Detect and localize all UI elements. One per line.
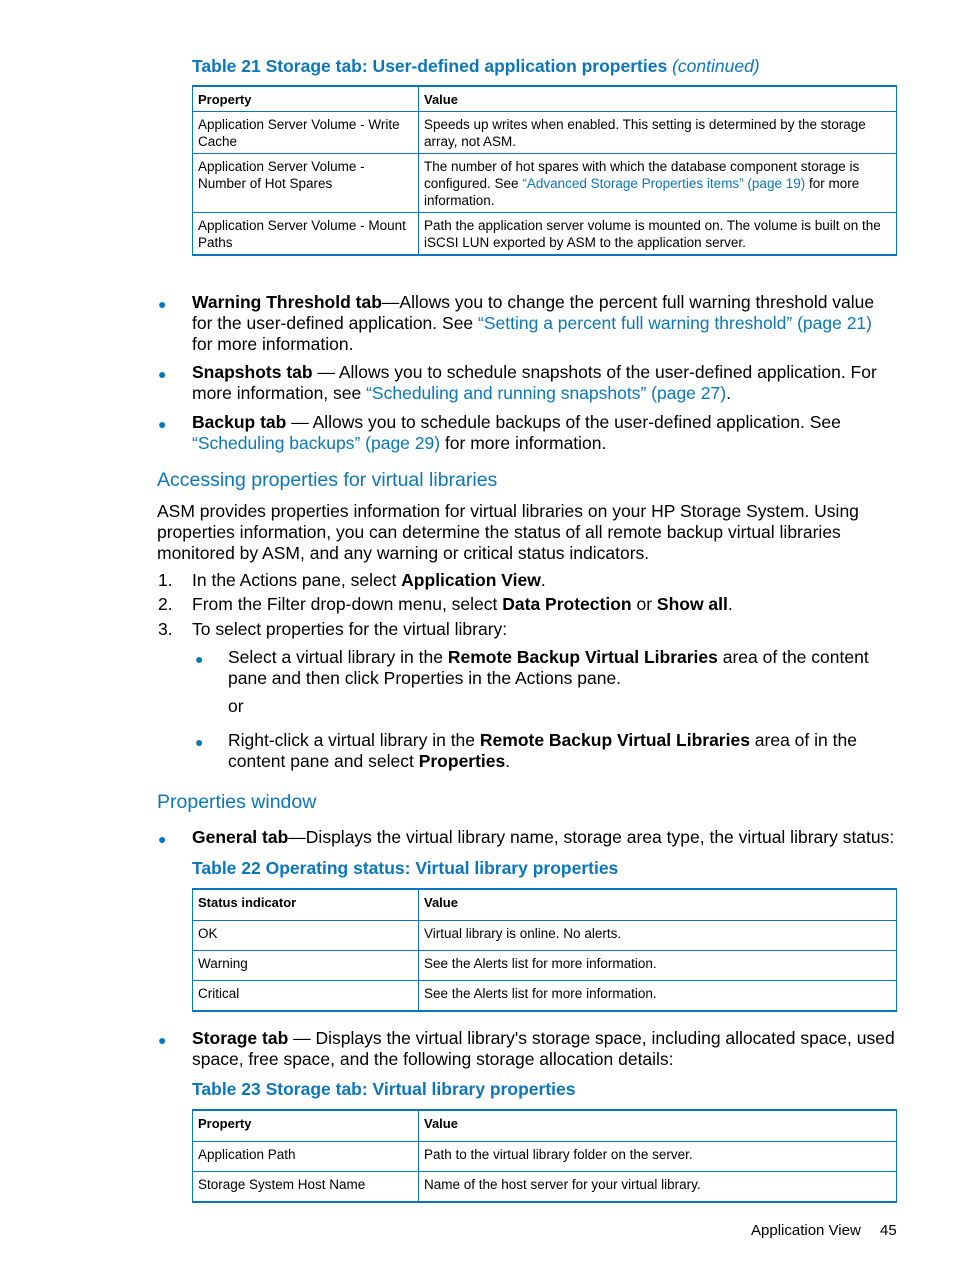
cross-reference-link[interactable]: “Setting a percent full warning threshold” (page 21)	[478, 313, 872, 333]
list-item: Warning Threshold tab—Allows you to change the percent full warning threshold value for the user-defined application. See “Setting a percent full warning threshold” (page 21) for more information.	[192, 292, 875, 354]
table-cell: Critical	[193, 981, 419, 1012]
list-item: Storage tab — Displays the virtual library's storage space, including allocated space, used space, free space, and the following storage allocation details:	[192, 1028, 895, 1069]
table-cell: The number of hot spares with which the database component storage is configured. See “Advanced Storage Properties items” (page 19) for more information.	[419, 154, 897, 213]
list-item: Right-click a virtual library in the Remote Backup Virtual Libraries area of in the content pane and select Properties.	[228, 730, 857, 771]
table22	[192, 888, 897, 1012]
table-row	[193, 112, 897, 154]
table-header-row	[193, 86, 897, 112]
cross-reference-link[interactable]: “Advanced Storage Properties items” (page 19)	[522, 176, 806, 191]
bullet-dot-icon: ●	[158, 416, 167, 432]
list-item: Select a virtual library in the Remote Backup Virtual Libraries area of the content pane and then click Properties in the Actions pane.	[228, 647, 869, 688]
table-cell: Application Path	[193, 1142, 419, 1172]
table-header-cell: Value	[419, 1110, 897, 1142]
table-cell: OK	[193, 921, 419, 951]
table-row	[193, 951, 897, 981]
table-cell: Application Server Volume - Mount Paths	[193, 213, 419, 256]
bullet-dot-icon: ●	[158, 296, 167, 312]
table-header-cell: Status indicator	[193, 889, 419, 921]
step-text: In the Actions pane, select Application View.	[192, 570, 546, 590]
step-number: 1.	[158, 570, 173, 590]
table-row	[193, 154, 897, 213]
step-number: 2.	[158, 594, 173, 614]
table-cell: Path the application server volume is mounted on. The volume is built on the iSCSI LUN exported by ASM to the application server.	[419, 213, 897, 256]
list-item: Snapshots tab — Allows you to schedule snapshots of the user-defined application. For more information, see “Scheduling and running snapshots” (page 27).	[192, 362, 877, 403]
or-text: or	[228, 696, 244, 716]
footer-section-title: Application View	[751, 1222, 861, 1239]
table23-caption: Table 23 Storage tab: Virtual library properties	[192, 1079, 576, 1099]
table-header-cell: Value	[419, 889, 897, 921]
step-text: To select properties for the virtual library:	[192, 619, 508, 639]
table-header-cell: Property	[193, 86, 419, 112]
cross-reference-link[interactable]: “Scheduling and running snapshots” (page 27)	[366, 383, 727, 403]
table-cell: Application Server Volume - Write Cache	[193, 112, 419, 154]
table23	[192, 1109, 897, 1203]
list-item: Backup tab — Allows you to schedule backups of the user-defined application. See “Scheduling backups” (page 29) for more information.	[192, 412, 841, 453]
table22-caption: Table 22 Operating status: Virtual library properties	[192, 858, 619, 878]
table-row	[193, 1172, 897, 1203]
table-header-row	[193, 889, 897, 921]
table-cell: Name of the host server for your virtual library.	[419, 1172, 897, 1203]
table-row	[193, 1142, 897, 1172]
section-heading: Accessing properties for virtual libraries	[157, 469, 498, 491]
table-cell: Speeds up writes when enabled. This setting is determined by the storage array, not ASM.	[419, 112, 897, 154]
table-cell: Virtual library is online. No alerts.	[419, 921, 897, 951]
step-text: From the Filter drop-down menu, select Data Protection or Show all.	[192, 594, 733, 614]
table-cell: Storage System Host Name	[193, 1172, 419, 1203]
table21-caption: Table 21 Storage tab: User-defined application properties (continued)	[192, 56, 760, 76]
table-cell: Path to the virtual library folder on the server.	[419, 1142, 897, 1172]
list-item: General tab—Displays the virtual library name, storage area type, the virtual library status:	[192, 827, 895, 847]
bullet-dot-icon: ●	[158, 1032, 167, 1048]
bullet-dot-icon: ●	[158, 366, 167, 382]
table21	[192, 85, 897, 256]
table-cell: Application Server Volume - Number of Hot Spares	[193, 154, 419, 213]
bullet-dot-icon: ●	[195, 734, 204, 750]
table-header-cell: Property	[193, 1110, 419, 1142]
table-row	[193, 213, 897, 256]
step-number: 3.	[158, 619, 173, 639]
page-number: 45	[880, 1222, 897, 1239]
table-header-row	[193, 1110, 897, 1142]
table-row	[193, 921, 897, 951]
table-header-cell: Value	[419, 86, 897, 112]
table-cell: See the Alerts list for more information.	[419, 951, 897, 981]
table-cell: Warning	[193, 951, 419, 981]
table-row	[193, 981, 897, 1012]
table-cell: See the Alerts list for more information.	[419, 981, 897, 1012]
paragraph: ASM provides properties information for virtual libraries on your HP Storage System. Using properties information, you can determine the status of all remote backup virtual libraries monitored by ASM, and any warning or critical status indicators.	[157, 501, 859, 563]
section-heading: Properties window	[157, 791, 317, 813]
bullet-dot-icon: ●	[158, 831, 167, 847]
cross-reference-link[interactable]: “Scheduling backups” (page 29)	[192, 433, 441, 453]
bullet-dot-icon: ●	[195, 651, 204, 667]
